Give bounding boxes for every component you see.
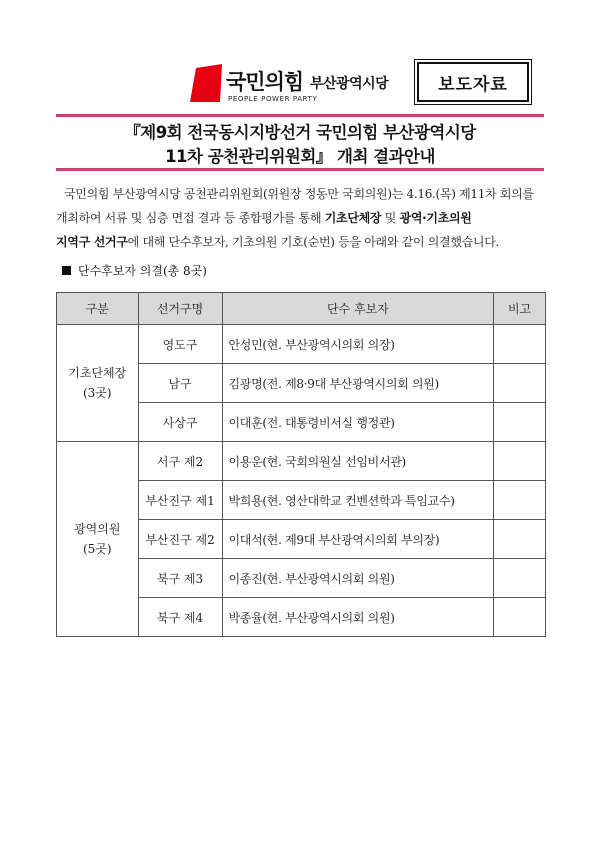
press-release-label: 보도자료 bbox=[417, 62, 529, 102]
table-header-row bbox=[57, 293, 546, 325]
district-cell: 영도구 bbox=[138, 325, 222, 364]
candidate-cell: 이대훈(전. 대통령비서실 행정관) bbox=[222, 403, 494, 442]
highlight-districts: 지역구 선거구 bbox=[56, 235, 128, 249]
party-branch: 부산광역시당 bbox=[310, 76, 389, 92]
note-cell bbox=[494, 520, 546, 559]
section-title: 단수후보자 의결(총 8곳) bbox=[78, 264, 207, 278]
candidates-table bbox=[56, 292, 546, 637]
district-cell: 서구 제2 bbox=[138, 442, 222, 481]
header-category: 구분 bbox=[57, 293, 139, 325]
note-cell bbox=[494, 364, 546, 403]
note-cell bbox=[494, 442, 546, 481]
party-name: 국민의힘 bbox=[226, 70, 304, 94]
body-line-2: 개최하여 서류 및 심층 면접 결과 등 종합평가를 통해 기초단체장 및 광역·기초의원 bbox=[56, 211, 472, 225]
note-cell bbox=[494, 598, 546, 637]
table-row bbox=[57, 325, 546, 364]
candidate-cell: 안성민(현. 부산광역시의회 의장) bbox=[222, 325, 494, 364]
body-line-1: 국민의힘 부산광역시당 공천관리위원회(위원장 정동만 국회의원)는 4.16.(목) 제11차 회의를 bbox=[64, 187, 534, 201]
body-line-3: 지역구 선거구에 대해 단수후보자, 기초의원 기호(순번) 등을 아래와 같이 의결했습니다. bbox=[56, 235, 500, 249]
square-bullet-icon bbox=[62, 266, 71, 275]
header-note: 비고 bbox=[494, 293, 546, 325]
party-logo-mark-icon bbox=[190, 64, 226, 102]
table-row bbox=[57, 442, 546, 481]
party-english-name: PEOPLE POWER PARTY bbox=[228, 95, 318, 103]
party-logo bbox=[190, 64, 410, 108]
highlight-local-heads: 기초단체장 bbox=[324, 211, 382, 225]
note-cell bbox=[494, 325, 546, 364]
section-heading bbox=[62, 262, 207, 279]
header-district: 선거구명 bbox=[138, 293, 222, 325]
district-cell: 북구 제4 bbox=[138, 598, 222, 637]
note-cell bbox=[494, 559, 546, 598]
candidate-cell: 이용운(현. 국회의원실 선임비서관) bbox=[222, 442, 494, 481]
note-cell bbox=[494, 403, 546, 442]
district-cell: 사상구 bbox=[138, 403, 222, 442]
category-cell: 기초단체장 (3곳) bbox=[57, 325, 139, 442]
candidate-cell: 김광명(전. 제8·9대 부산광역시의회 의원) bbox=[222, 364, 494, 403]
candidate-cell: 이대석(현. 제9대 부산광역시의회 부의장) bbox=[222, 520, 494, 559]
page-title-line2: 11차 공천관리위원회』 개최 결과안내 bbox=[165, 147, 435, 166]
title-rule-bottom bbox=[56, 168, 544, 171]
candidate-cell: 박희용(현. 영산대학교 컨벤션학과 특임교수) bbox=[222, 481, 494, 520]
district-cell: 부산진구 제2 bbox=[138, 520, 222, 559]
highlight-councils: 광역·기초의원 bbox=[399, 211, 472, 225]
press-release-header bbox=[0, 0, 600, 110]
candidate-cell: 박종율(현. 부산광역시의회 의원) bbox=[222, 598, 494, 637]
district-cell: 남구 bbox=[138, 364, 222, 403]
title-rule-top bbox=[56, 114, 544, 117]
district-cell: 북구 제3 bbox=[138, 559, 222, 598]
press-body bbox=[56, 182, 548, 254]
category-cell: 광역의원 (5곳) bbox=[57, 442, 139, 637]
note-cell bbox=[494, 481, 546, 520]
candidate-cell: 이종진(현. 부산광역시의회 의원) bbox=[222, 559, 494, 598]
district-cell: 부산진구 제1 bbox=[138, 481, 222, 520]
page-title-line1: 『제9회 전국동시지방선거 국민의힘 부산광역시당 bbox=[124, 123, 476, 142]
header-candidate: 단수 후보자 bbox=[222, 293, 494, 325]
